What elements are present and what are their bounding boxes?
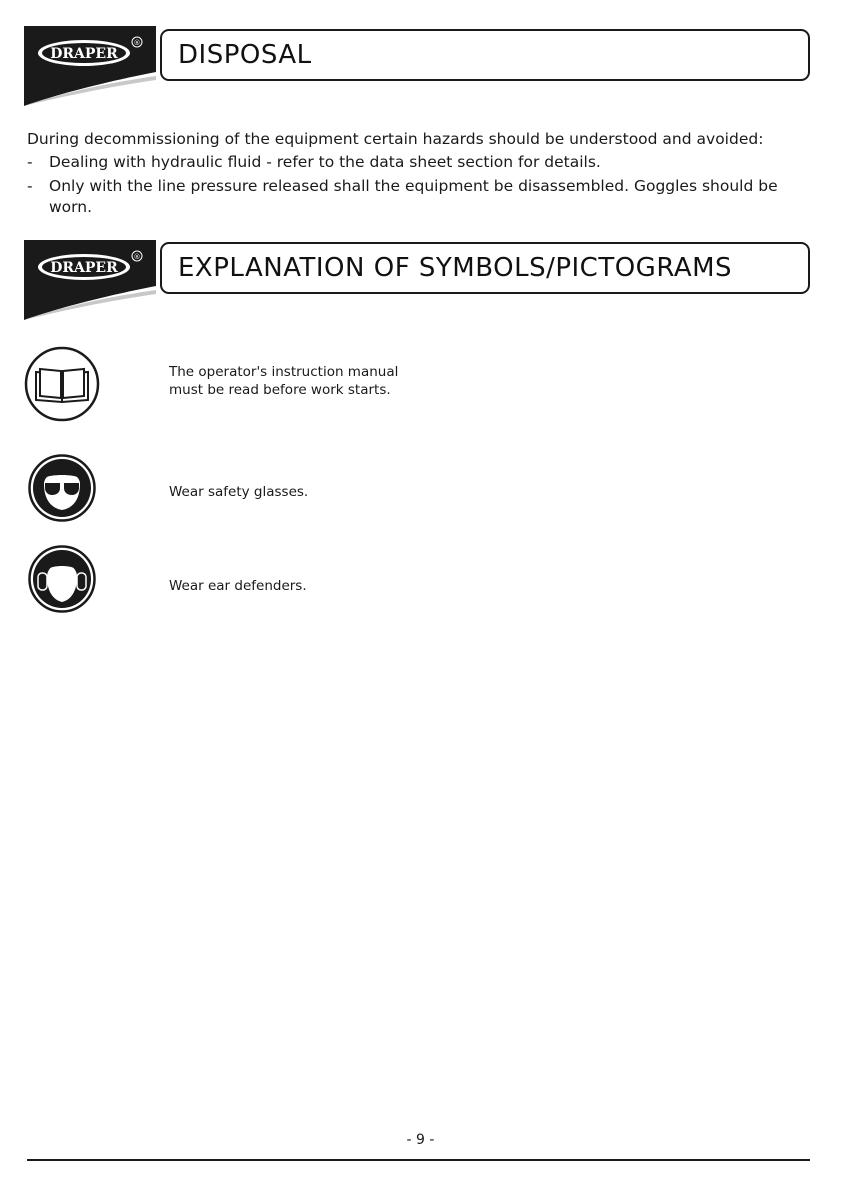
symbol-description — [169, 483, 469, 501]
draper-logo-tab — [24, 26, 156, 106]
safety-glasses-icon — [28, 454, 96, 522]
symbol-description — [169, 363, 469, 399]
instruction-manual-icon — [24, 346, 100, 422]
symbol-text-line: The operator's instruction manual — [169, 364, 399, 380]
page-number: - 9 - — [406, 1132, 435, 1148]
ear-defenders-icon — [28, 545, 96, 613]
bullet-text: Dealing with hydraulic fluid - refer to the data sheet section for details. — [49, 153, 601, 171]
disposal-bullet — [27, 152, 817, 173]
bullet-text: Only with the line pressure released shall the equipment be disassembled. Goggles should be worn. — [49, 177, 778, 216]
symbol-description — [169, 577, 469, 595]
footer-divider — [27, 1159, 810, 1161]
draper-logo-tab — [24, 240, 156, 320]
bullet-marker: - — [27, 153, 33, 171]
symbol-text-line: Wear ear defenders. — [169, 578, 307, 594]
disposal-intro: During decommissioning of the equipment certain hazards should be understood and avoided: — [27, 130, 764, 148]
brand-name: DRAPER — [50, 260, 118, 276]
disposal-title-box — [160, 29, 810, 81]
symbol-text-line: Wear safety glasses. — [169, 484, 309, 500]
symbol-text-line: must be read before work starts. — [169, 382, 391, 398]
disposal-title: DISPOSAL — [178, 40, 312, 70]
registered-mark: ® — [133, 253, 141, 261]
bullet-marker: - — [27, 177, 33, 195]
symbols-title-box — [160, 242, 810, 294]
symbols-title: EXPLANATION OF SYMBOLS/PICTOGRAMS — [178, 253, 733, 283]
registered-mark: ® — [133, 39, 141, 47]
brand-name: DRAPER — [50, 46, 118, 62]
disposal-bullet — [27, 176, 817, 218]
